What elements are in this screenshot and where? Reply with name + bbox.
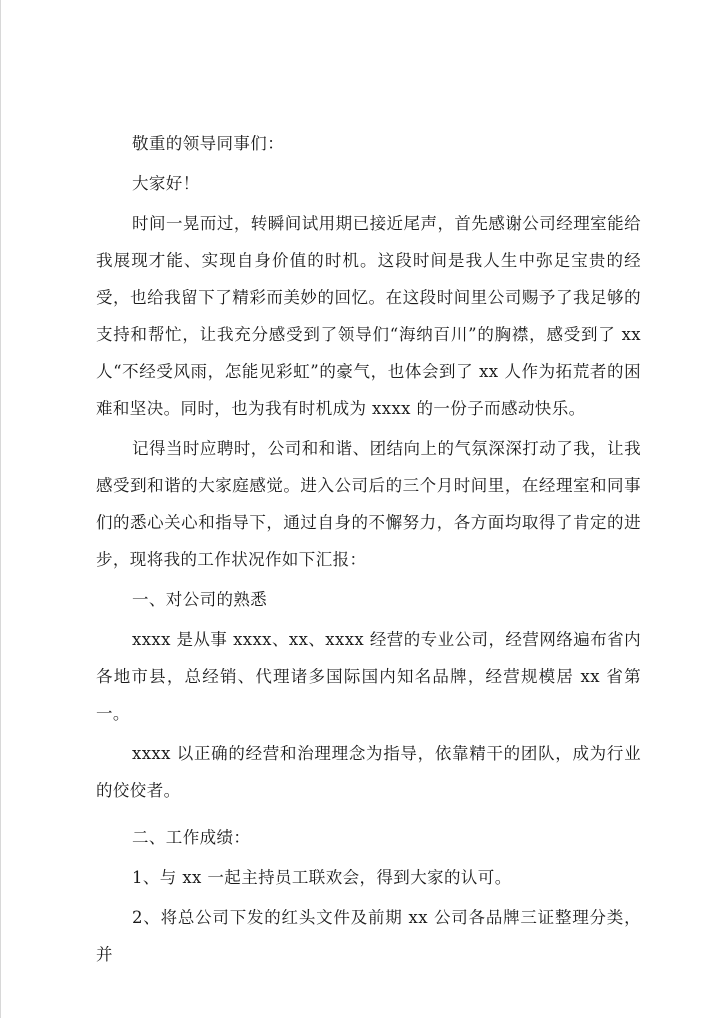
achievement-item-1: 1、与 xx 一起主持员工联欢会，得到大家的认可。 [132,868,512,887]
paragraph-intro: 时间一晃而过，转瞬间试用期已接近尾声，首先感谢公司经理室能给我展现才能、实现自身价值的时机。这段时间是我人生中弥足宝贵的经受，也给我留下了精彩而美妙的回忆。在这段时间里公司赐予了我足够的支持和帮忙，让我充分感受到了领导们“海纳百川”的胸襟，感受到了 xx 人“不经受风雨，怎能见彩虹”的豪气，也体会到了 xx 人作为拓荒者的困难和坚决。同时，也为我有时机成为 xxxx 的一份子而感动快乐。 [96,214,641,418]
section-heading-achievements: 二、工作成绩： [132,828,251,847]
section-heading-company: 一、对公司的熟悉 [132,590,268,609]
greeting: 大家好！ [132,174,200,193]
paragraph-company-business: xxxx 是从事 xxxx、xx、xxxx 经营的专业公司，经营网络遍布省内各地市县，总经销、代理诸多国际国内知名品牌，经营规模居 xx 省第一。 [96,630,641,723]
salutation: 敬重的领导同事们： [132,134,285,153]
document-body [96,125,641,973]
paragraph-recruitment: 记得当时应聘时，公司和和谐、团结向上的气氛深深打动了我，让我感受到和谐的大家庭感觉。进入公司后的三个月时间里，在经理室和同事们的悉心关心和指导下，通过自身的不懈努力，各方面均取得了肯定的进步，现将我的工作状况作如下汇报： [96,439,641,569]
paragraph-company-philosophy: xxxx 以正确的经营和治理理念为指导，依靠精干的团队，成为行业的佼佼者。 [96,744,641,800]
achievement-item-2: 2、将总公司下发的红头文件及前期 xx 公司各品牌三证整理分类，并 [96,908,641,964]
